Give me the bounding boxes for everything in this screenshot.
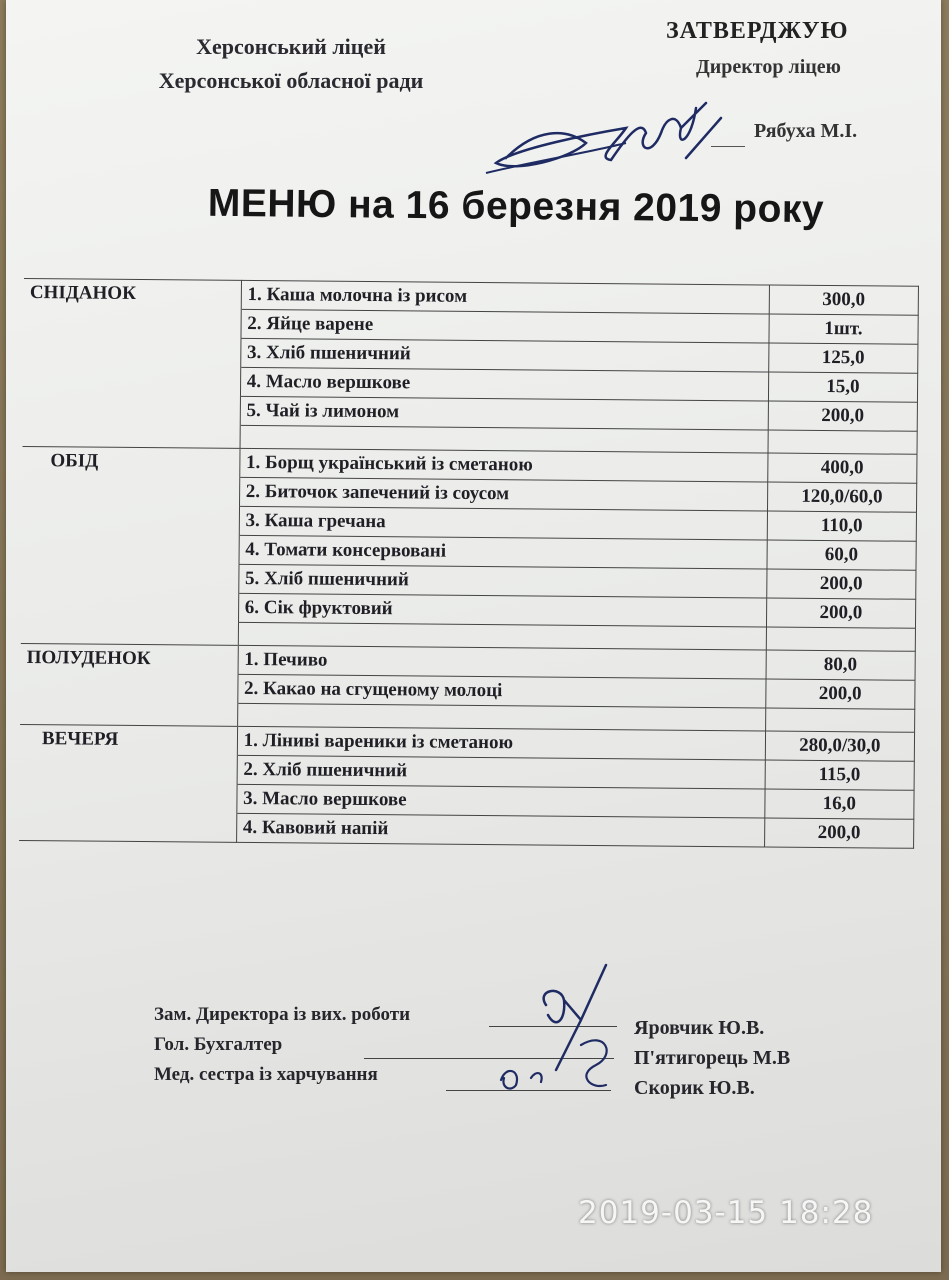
role-deputy-director: Зам. Директора із вих. роботи <box>154 1004 411 1025</box>
qty-cell: 300,0 <box>769 285 919 315</box>
dish-cell: 1. Борщ український із сметаною <box>239 448 767 482</box>
signature-names <box>634 1013 790 1103</box>
qty-cell: 15,0 <box>768 372 918 402</box>
dish-cell: 2. Яйце варене <box>241 309 769 343</box>
qty-cell: 1шт. <box>769 314 919 344</box>
dish-cell: 5. Хліб пшеничний <box>238 564 766 598</box>
qty-cell: 280,0/30,0 <box>765 731 915 761</box>
dish-cell: 5. Чай із лимоном <box>240 396 768 430</box>
meal-label-dinner: ВЕЧЕРЯ <box>20 724 237 755</box>
qty-cell: 120,0/60,0 <box>767 482 917 512</box>
dish-cell: 4. Кавовий напій <box>236 813 764 847</box>
meal-label-breakfast: СНІДАНОК <box>24 278 241 309</box>
name-chief-accountant: П'ятигорець М.В <box>634 1047 791 1069</box>
staff-signatures <box>486 960 636 1100</box>
meal-label-snack: ПОЛУДЕНОК <box>21 643 238 674</box>
menu-table <box>19 278 919 849</box>
dish-cell: 3. Каша гречана <box>239 506 767 540</box>
dish-cell: 1. Ліниві вареники із сметаною <box>237 726 765 760</box>
qty-cell: 115,0 <box>765 760 915 790</box>
school-name <box>101 30 481 98</box>
qty-cell: 200,0 <box>766 598 916 628</box>
role-chief-accountant: Гол. Бухгалтер <box>154 1034 283 1055</box>
dish-cell: 3. Масло вершкове <box>237 784 765 818</box>
qty-cell: 200,0 <box>765 679 915 709</box>
qty-cell: 200,0 <box>766 569 916 599</box>
qty-cell: 80,0 <box>766 650 916 680</box>
qty-cell: 110,0 <box>767 511 917 541</box>
school-name-line1: Херсонський ліцей <box>196 34 386 59</box>
dish-cell: 2. Биточок запечений із соусом <box>239 477 767 511</box>
dish-cell: 2. Хліб пшеничний <box>237 755 765 789</box>
qty-cell: 400,0 <box>767 453 917 483</box>
qty-cell: 125,0 <box>768 343 918 373</box>
page-title: МЕНЮ на 16 березня 2019 року <box>207 181 825 232</box>
approve-title: ЗАТВЕРДЖУЮ <box>666 18 849 44</box>
dish-cell: 2. Какао на сгущеному молоці <box>237 674 765 708</box>
menu-document <box>6 0 941 1272</box>
dish-cell: 1. Печиво <box>238 645 766 679</box>
dish-cell: 6. Сік фруктовий <box>238 593 766 627</box>
qty-cell: 60,0 <box>767 540 917 570</box>
role-nurse: Мед. сестра із харчування <box>154 1064 378 1085</box>
signature-roles <box>154 1000 410 1090</box>
qty-cell: 200,0 <box>764 818 914 848</box>
director-name: Рябуха М.І. <box>754 120 858 142</box>
approve-role: Директор ліцею <box>696 56 841 78</box>
dish-cell: 4. Масло вершкове <box>240 367 768 401</box>
director-signature <box>476 88 736 198</box>
dish-cell: 1. Каша молочна із рисом <box>241 280 769 314</box>
qty-cell: 16,0 <box>764 789 914 819</box>
name-deputy-director: Яровчик Ю.В. <box>634 1017 765 1039</box>
qty-cell: 200,0 <box>768 401 918 431</box>
school-name-line2: Херсонської обласної ради <box>158 68 424 93</box>
photo-timestamp: 2019-03-15 18:28 <box>578 1195 874 1231</box>
dish-cell: 4. Томати консервовані <box>239 535 767 569</box>
name-nurse: Скорик Ю.В. <box>634 1077 755 1099</box>
meal-label-lunch: ОБІД <box>22 446 239 477</box>
dish-cell: 3. Хліб пшеничний <box>240 338 768 372</box>
